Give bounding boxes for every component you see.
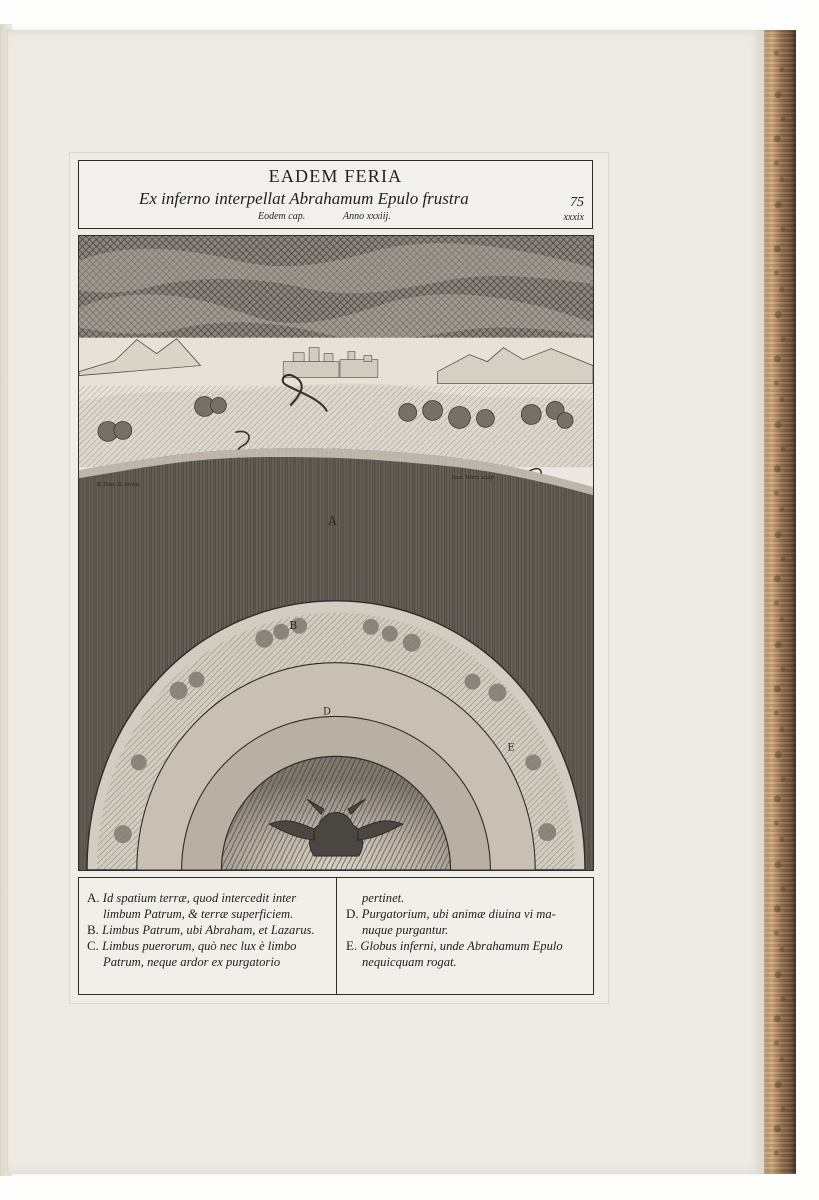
legend-line-e-1: Globus inferni, unde Abrahamum Epulo: [360, 939, 563, 953]
label-e: E: [507, 742, 515, 754]
legend-line-a-2: limbum Patrum, & terræ superficiem.: [103, 907, 294, 921]
book-edge-marbling: [771, 42, 789, 1166]
legend-letter-d: D.: [346, 906, 359, 921]
legend-line-d-1: Purgatorium, ubi animæ diuina vi ma-: [361, 907, 556, 921]
legend-line-c-1: Limbus puerorum, quò nec lux è limbo: [102, 939, 297, 953]
legend-letter-c: C.: [87, 938, 99, 953]
engraved-illustration: [78, 235, 594, 871]
legend-line-d-2: nuque purgantur.: [362, 923, 449, 937]
engraving-subtitle: Ex inferno interpellat Abrahamum Epulo frustra: [139, 189, 469, 208]
legend-line-c-2: Patrum, neque ardor ex purgatorio: [103, 955, 281, 969]
legend-left-column: [87, 890, 327, 970]
legend-line-b-1: Limbus Patrum, ubi Abraham, et Lazarus.: [102, 923, 315, 937]
title-cartouche: [78, 160, 593, 229]
reference-middle: Anno xxxiij.: [343, 211, 391, 222]
legend-item-e: [346, 938, 584, 970]
legend-item-b: [87, 922, 327, 938]
label-a: A: [328, 514, 337, 529]
legend-line-a-1: Id spatium terræ, quod intercedit inter: [102, 891, 297, 905]
legend-line-continued: pertinet.: [362, 891, 405, 905]
legend-panel: [78, 877, 594, 995]
legend-divider: [336, 878, 337, 994]
label-d: D: [323, 706, 332, 718]
page-number: 75: [570, 195, 584, 210]
legend-letter-a: A.: [87, 890, 100, 905]
legend-right-column: [346, 890, 584, 970]
legend-letter-e: E.: [346, 938, 358, 953]
reference-left: Eodem cap.: [258, 211, 306, 222]
legend-letter-b: B.: [87, 922, 99, 937]
engraving-svg: [79, 236, 593, 870]
legend-line-e-2: nequicquam rogat.: [362, 955, 457, 969]
signature-left: B. Pass. B. invent.: [96, 482, 141, 489]
legend-item-continued: [346, 890, 584, 906]
legend-item-c: [87, 938, 327, 970]
engraving-title: EADEM FERIA: [268, 166, 403, 186]
legend-item-a: [87, 890, 327, 922]
reference-right: xxxix: [563, 212, 584, 223]
label-b: B: [289, 618, 298, 632]
signature-right: Ioan. Wierx sculp.: [451, 475, 495, 482]
legend-item-d: [346, 906, 584, 938]
